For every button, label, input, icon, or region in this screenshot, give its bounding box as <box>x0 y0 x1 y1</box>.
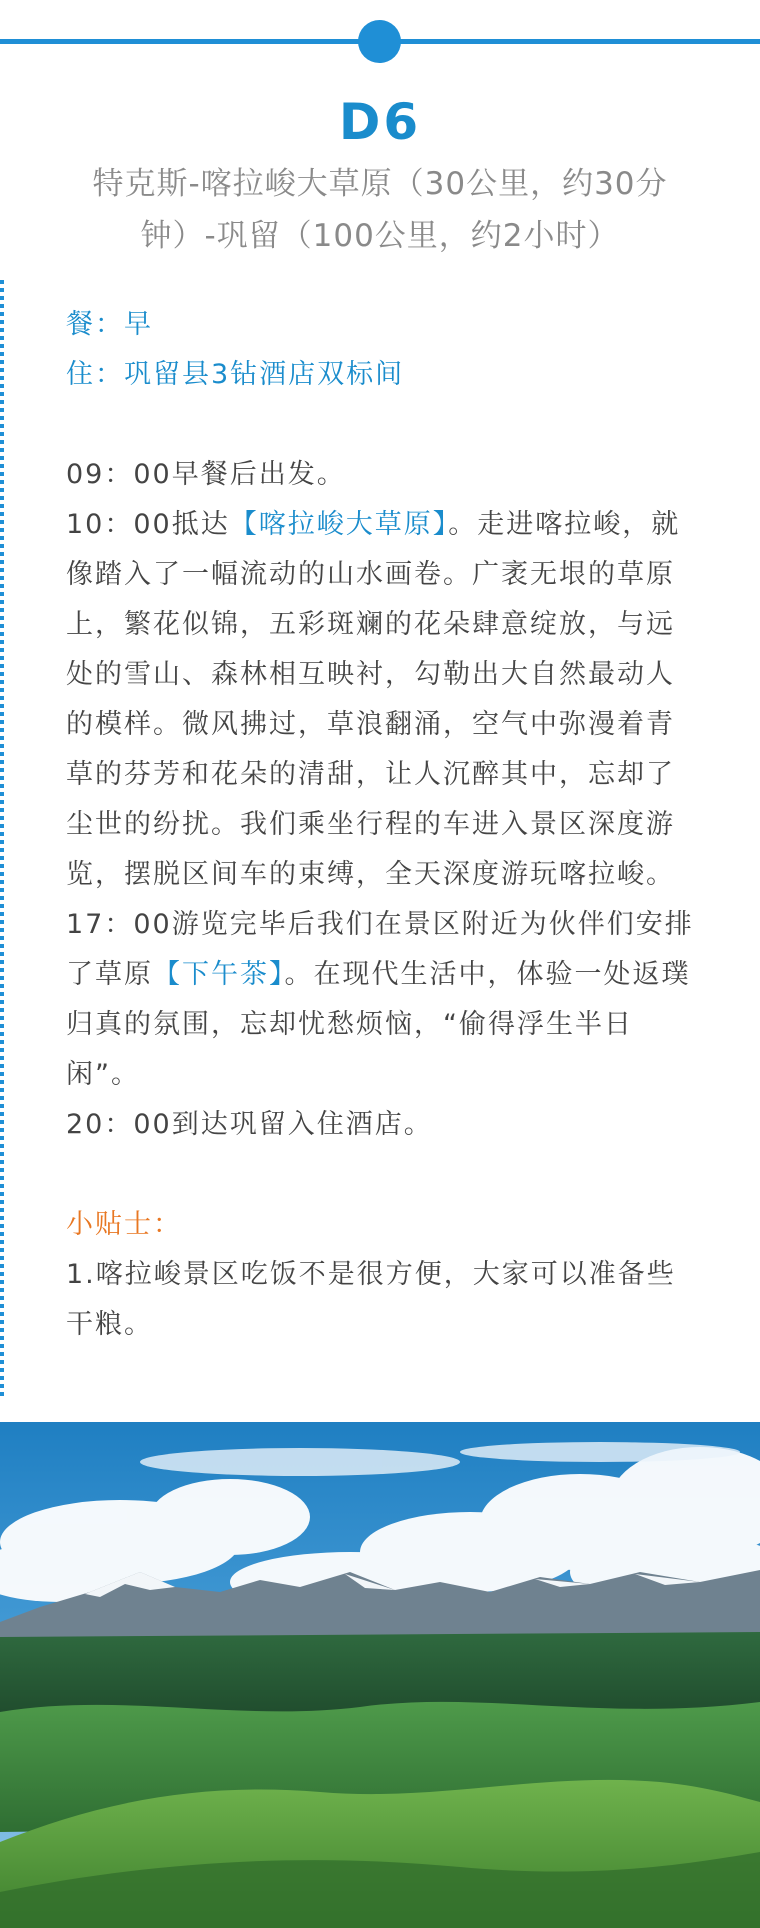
itinerary-item-0900: 09：00早餐后出发。 <box>66 459 346 490</box>
itinerary-time-text: 10：00抵达 <box>66 509 230 540</box>
attraction-highlight-karajun: 【喀拉峻大草原】 <box>229 509 449 540</box>
stay-info: 住：巩留县3钻酒店双标间 <box>66 359 405 390</box>
snow-mountain-grassland-photo <box>0 1422 760 1928</box>
spacer <box>66 400 696 450</box>
itinerary-item-2000: 20：00到达巩留入住酒店。 <box>66 1109 433 1140</box>
side-dotted-border <box>0 280 4 1400</box>
attraction-highlight-afternoon-tea: 【下午茶】 <box>153 959 285 990</box>
itinerary-item-1000 <box>66 500 696 900</box>
tips-title: 小贴士： <box>66 1209 182 1240</box>
day-title: D6 <box>338 93 422 151</box>
meal-info: 餐：早 <box>66 309 153 340</box>
itinerary-description: 。在现代生活中，体验一处返璞归真的氛围，忘却忧愁烦恼，“偷得浮生半日闲”。 <box>66 959 691 1090</box>
itinerary-time-text: 17：00游览完毕后我们在景区附近为伙伴们安排了草原 <box>66 909 694 990</box>
spacer <box>66 1150 696 1200</box>
itinerary-item-1700 <box>66 900 696 1100</box>
top-divider-dot <box>358 20 401 63</box>
tip-item: 1.喀拉峻景区吃饭不是很方便，大家可以准备些干粮。 <box>66 1259 676 1340</box>
itinerary-description: 。走进喀拉峻，就像踏入了一幅流动的山水画卷。广袤无垠的草原上，繁花似锦，五彩斑斓的花朵肆意绽放，与远处的雪山、森林相互映衬，勾勒出大自然最动人的模样。微风拂过，草浪翻涌，空气中弥漫着青草的芬芳和花朵的清甜，让人沉醉其中，忘却了尘世的纷扰。我们乘坐行程的车进入景区深度游览，摆脱区间车的束缚，全天深度游玩喀拉峻。 <box>66 509 681 890</box>
route-description: 特克斯-喀拉峻大草原（30公里，约30分钟）-巩留（100公里，约2小时） <box>92 166 668 254</box>
day-content <box>66 300 696 1350</box>
